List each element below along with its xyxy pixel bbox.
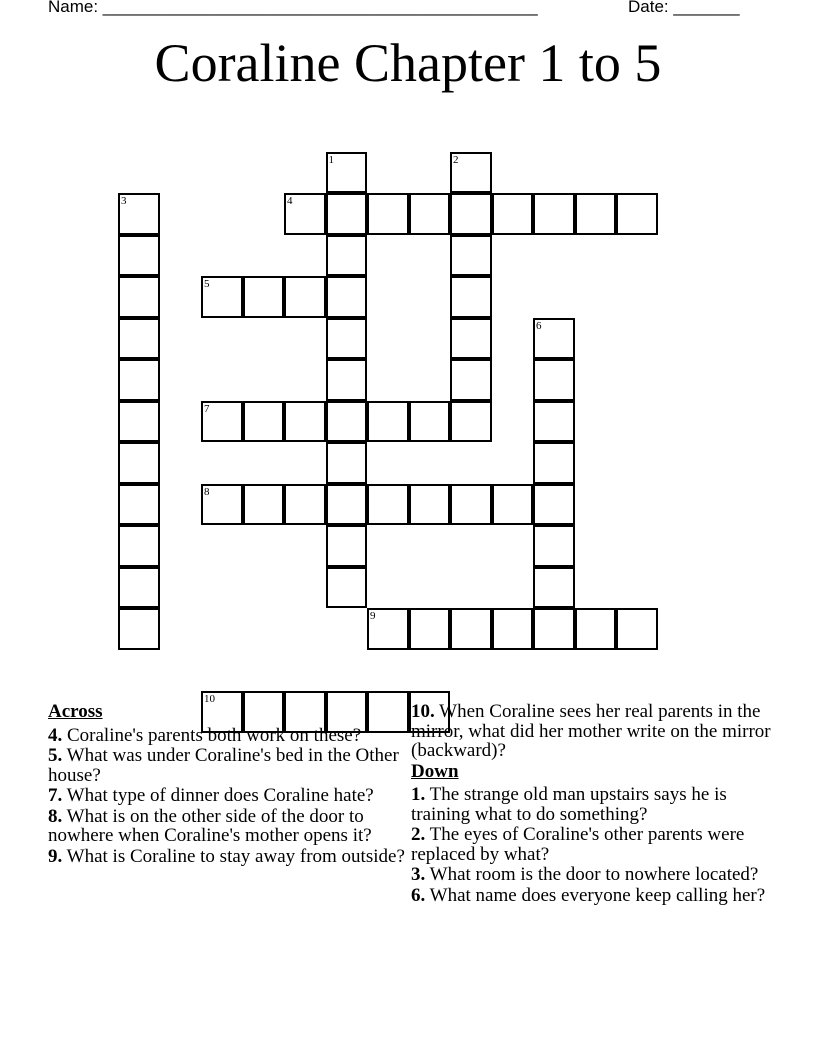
clue-number-label: 1. <box>411 784 426 805</box>
clue-text: What was under Coraline's bed in the Other house? <box>48 745 399 786</box>
grid-cell[interactable] <box>118 442 160 484</box>
grid-cell[interactable] <box>118 401 160 443</box>
clue-item <box>411 886 771 906</box>
across-clue-list <box>48 726 408 867</box>
grid-cell[interactable] <box>326 525 368 567</box>
grid-cell[interactable] <box>284 276 326 318</box>
clue-number-label: 10. <box>411 701 435 722</box>
date-field-label: Date: _______ <box>628 0 740 16</box>
grid-cell[interactable] <box>118 484 160 526</box>
clue-text: The strange old man upstairs says he is training what to do something? <box>411 784 727 825</box>
grid-cell[interactable] <box>450 608 492 650</box>
clue-number-label: 9. <box>48 845 63 867</box>
grid-cell[interactable] <box>367 608 409 650</box>
grid-cell[interactable] <box>533 484 575 526</box>
grid-cell[interactable] <box>326 484 368 526</box>
grid-cell[interactable] <box>616 608 658 650</box>
grid-cell[interactable] <box>243 484 285 526</box>
grid-cell[interactable] <box>243 276 285 318</box>
grid-cell[interactable] <box>533 318 575 360</box>
grid-cell[interactable] <box>367 401 409 443</box>
page-title: Coraline Chapter 1 to 5 <box>154 33 662 93</box>
grid-cell[interactable] <box>492 608 534 650</box>
grid-cell[interactable] <box>533 608 575 650</box>
grid-cell[interactable] <box>118 359 160 401</box>
across-clue-list-continued <box>411 702 771 761</box>
grid-cell[interactable] <box>326 235 368 277</box>
grid-cell[interactable] <box>450 359 492 401</box>
clue-number: 7 <box>204 402 210 415</box>
grid-cell[interactable] <box>575 193 617 235</box>
down-heading: Down <box>411 760 459 782</box>
clue-item <box>411 785 771 824</box>
grid-cell[interactable] <box>575 608 617 650</box>
clue-text: Coraline's parents both work on these? <box>62 724 362 746</box>
clue-column-right <box>411 702 771 906</box>
clue-item <box>48 847 408 867</box>
clue-number-label: 4. <box>48 724 63 746</box>
grid-cell[interactable] <box>201 401 243 443</box>
grid-cell[interactable] <box>409 608 451 650</box>
grid-cell[interactable] <box>533 359 575 401</box>
clue-number: 4 <box>287 195 293 207</box>
grid-cell[interactable] <box>492 193 534 235</box>
grid-cell[interactable] <box>326 193 368 235</box>
grid-cell[interactable] <box>492 484 534 526</box>
grid-cell[interactable] <box>409 193 451 235</box>
clue-number: 8 <box>204 485 210 498</box>
grid-cell[interactable] <box>118 276 160 318</box>
clue-number: 9 <box>370 610 376 622</box>
grid-cell[interactable] <box>450 318 492 360</box>
grid-cell[interactable] <box>409 484 451 526</box>
clue-text: The eyes of Coraline's other parents were replaced by what? <box>411 824 745 865</box>
grid-cell[interactable] <box>326 276 368 318</box>
grid-cell[interactable] <box>533 193 575 235</box>
clue-number: 6 <box>536 319 542 332</box>
grid-cell[interactable] <box>118 525 160 567</box>
grid-cell[interactable] <box>367 484 409 526</box>
grid-cell[interactable] <box>450 235 492 277</box>
clue-item <box>48 746 408 785</box>
name-field-label: Name: ______________________________________________ <box>48 0 538 16</box>
grid-cell[interactable] <box>450 193 492 235</box>
down-clue-list <box>411 785 771 905</box>
grid-cell[interactable] <box>284 484 326 526</box>
grid-cell[interactable] <box>326 567 368 609</box>
grid-cell[interactable] <box>326 359 368 401</box>
clue-item <box>48 807 408 846</box>
clue-number-label: 2. <box>411 824 426 845</box>
grid-cell[interactable] <box>118 235 160 277</box>
clue-text: What is Coraline to stay away from outside? <box>62 845 405 867</box>
clue-number-label: 7. <box>48 785 63 806</box>
clue-number-label: 5. <box>48 745 63 766</box>
clue-number: 2 <box>453 153 459 166</box>
grid-cell[interactable] <box>201 276 243 318</box>
clue-text: When Coraline sees her real parents in the mirror, what did her mother write on the mirror (backward)? <box>411 701 771 761</box>
grid-cell[interactable] <box>533 401 575 443</box>
clue-text: What name does everyone keep calling her? <box>425 884 766 906</box>
grid-cell[interactable] <box>284 401 326 443</box>
grid-cell[interactable] <box>533 442 575 484</box>
clue-number: 5 <box>204 278 210 290</box>
clue-number: 1 <box>328 153 334 166</box>
grid-cell[interactable] <box>118 318 160 360</box>
clue-number: 3 <box>121 195 127 207</box>
grid-cell[interactable] <box>450 152 492 194</box>
clue-item <box>411 702 771 761</box>
grid-cell[interactable] <box>326 318 368 360</box>
grid-cell[interactable] <box>326 152 368 194</box>
grid-cell[interactable] <box>367 193 409 235</box>
clue-item <box>48 726 408 746</box>
clue-item <box>411 865 771 885</box>
clue-item <box>48 786 408 806</box>
grid-cell[interactable] <box>409 401 451 443</box>
grid-cell[interactable] <box>533 525 575 567</box>
clue-text: What room is the door to nowhere located? <box>425 864 759 885</box>
clue-text: What is on the other side of the door to nowhere when Coraline's mother opens it? <box>48 805 372 846</box>
grid-cell[interactable] <box>533 567 575 609</box>
grid-cell[interactable] <box>450 276 492 318</box>
grid-cell[interactable] <box>616 193 658 235</box>
clue-number-label: 8. <box>48 805 63 827</box>
grid-cell[interactable] <box>326 401 368 443</box>
grid-cell[interactable] <box>243 401 285 443</box>
grid-cell[interactable] <box>450 484 492 526</box>
grid-cell[interactable] <box>118 608 160 650</box>
grid-cell[interactable] <box>450 401 492 443</box>
across-clues <box>48 702 408 867</box>
clue-number-label: 6. <box>411 884 426 906</box>
clue-number-label: 3. <box>411 864 426 885</box>
clue-item <box>411 825 771 864</box>
across-heading: Across <box>48 701 103 722</box>
clue-text: What type of dinner does Coraline hate? <box>62 785 374 806</box>
grid-cell[interactable] <box>118 567 160 609</box>
grid-cell[interactable] <box>284 193 326 235</box>
grid-cell[interactable] <box>326 442 368 484</box>
grid-cell[interactable] <box>118 193 160 235</box>
grid-cell[interactable] <box>201 484 243 526</box>
clue-number: 10 <box>204 693 215 705</box>
